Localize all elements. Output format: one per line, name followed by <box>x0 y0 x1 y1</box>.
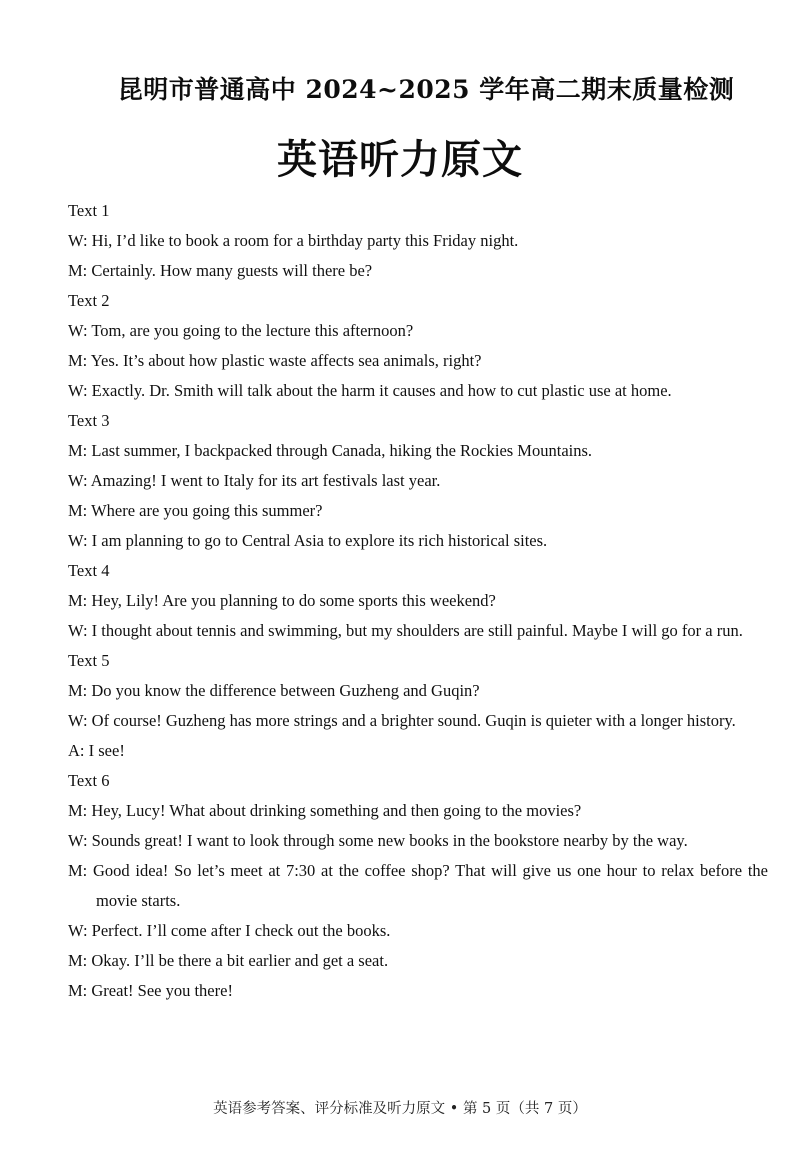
transcript-body <box>68 196 768 1006</box>
exam-title: 昆明市普通高中 2024~2025 学年高二期末质量检测 <box>117 75 735 104</box>
dialogue-line: W: Of course! Guzheng has more strings and a brighter sound. Guqin is quieter with a longer history. <box>68 711 736 730</box>
text-label: Text 4 <box>68 561 110 580</box>
dialogue-line: W: Perfect. I’ll come after I check out the books. <box>68 921 391 940</box>
dialogue-line: M: Certainly. How many guests will there be? <box>68 261 373 280</box>
dialogue-line: W: Amazing! I went to Italy for its art festivals last year. <box>68 471 441 490</box>
dialogue-line: W: Exactly. Dr. Smith will talk about the harm it causes and how to cut plastic use at home. <box>68 381 672 400</box>
text-label: Text 3 <box>68 411 110 430</box>
dialogue-line: W: Sounds great! I want to look through some new books in the bookstore nearby by the way. <box>68 831 688 850</box>
dialogue-line: M: Do you know the difference between Guzheng and Guqin? <box>68 681 480 700</box>
text-label: Text 6 <box>68 771 110 790</box>
dialogue-line: W: Tom, are you going to the lecture this afternoon? <box>68 321 414 340</box>
text-label: Text 2 <box>68 291 110 310</box>
section-title: 英语听力原文 <box>277 136 523 183</box>
dialogue-line: W: I thought about tennis and swimming, but my shoulders are still painful. Maybe I will go for a run. <box>68 621 743 640</box>
dialogue-line: W: Hi, I’d like to book a room for a birthday party this Friday night. <box>68 231 519 250</box>
page-footer: 英语参考答案、评分标准及听力原文 • 第 5 页（共 7 页） <box>213 1101 587 1117</box>
dialogue-line: M: Okay. I’ll be there a bit earlier and get a seat. <box>68 951 389 970</box>
dialogue-line: M: Hey, Lucy! What about drinking something and then going to the movies? <box>68 801 582 820</box>
dialogue-line: M: Great! See you there! <box>68 981 233 1000</box>
dialogue-line: M: Hey, Lily! Are you planning to do some sports this weekend? <box>68 591 496 610</box>
dialogue-line: M: Good idea! So let’s meet at 7:30 at the coffee shop? That will give us one hour to relax before the movie starts. <box>68 861 768 910</box>
dialogue-line: W: I am planning to go to Central Asia to explore its rich historical sites. <box>68 531 548 550</box>
text-label: Text 5 <box>68 651 110 670</box>
dialogue-line: M: Yes. It’s about how plastic waste affects sea animals, right? <box>68 351 482 370</box>
dialogue-line: A: I see! <box>68 741 125 760</box>
text-label: Text 1 <box>68 201 110 220</box>
dialogue-line: M: Where are you going this summer? <box>68 501 323 520</box>
dialogue-line: M: Last summer, I backpacked through Canada, hiking the Rockies Mountains. <box>68 441 593 460</box>
